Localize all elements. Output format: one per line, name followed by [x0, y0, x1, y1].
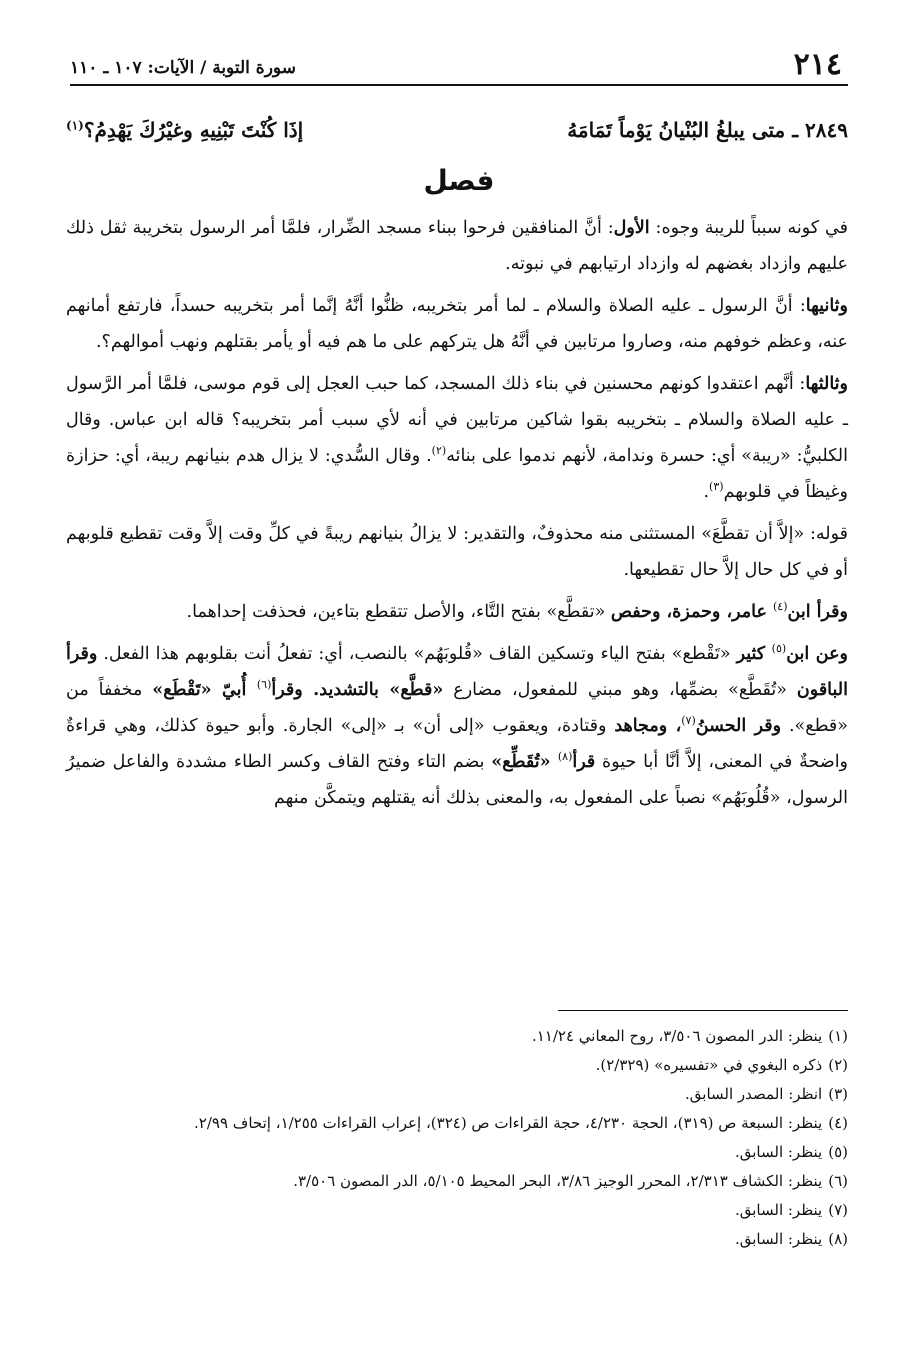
footnote-ref[interactable]: (٢) [431, 444, 447, 458]
body-text [66, 210, 848, 822]
footnote-item: (٢)ذكره البغوي في «تفسيره» (٢/٣٢٩). [595, 1056, 848, 1074]
paragraph: في كونه سبباً للريبة وجوه: الأول: أنَّ المنافقين فرحوا ببناء مسجد الضِّرار، فلمَّا أمر الرسول بتخريبة ثقل ذلك عليهم وازداد بغضهم له وازداد ارتيابهم في نبوته. [66, 218, 848, 274]
footnote-ref[interactable]: (٦) [256, 678, 272, 692]
paragraph: وثانيها: أنَّ الرسول ـ عليه الصلاة والسلام ـ لما أمر بتخريبه، ظنُّوا أنَّهُ إنَّما أمر بتخريبه حسداً، فارتفع أمانهم عنه، وعظم خوفهم منه، وصاروا مرتابين في أنَّهُ هل يتركهم على ما هم فيه أو يأمر بقتلهم ونهب أموالهم؟. [66, 296, 848, 352]
footnote-item: (١)ينظر: الدر المصون ٣/٥٠٦، روح المعاني ١١/٢٤. [531, 1027, 848, 1045]
footnote-ref[interactable]: (٧) [681, 714, 696, 728]
footnote-separator [558, 1010, 848, 1011]
footnote-ref[interactable]: (١) [66, 118, 84, 133]
paragraph: قوله: «إلاَّ أن تقطَّعَ» المستثنى منه محذوفٌ، والتقدير: لا يزالُ بنيانهم ريبةً في كلِّ وقت إلاَّ وقت تقطيع قلوبهم أو في كل حال إلاَّ حال تقطيعها. [66, 524, 848, 580]
footnote-item: (٤)ينظر: السبعة ص (٣١٩)، الحجة ٤/٢٣٠، حجة القراءات ص (٣٢٤)، إعراب القراءات ١/٢٥٥، إتحاف ٢/٩٩. [194, 1114, 848, 1132]
footnotes [66, 1022, 848, 1254]
page-number: ٢١٤ [793, 47, 842, 82]
footnote-item: (٨)ينظر: السابق. [734, 1230, 848, 1248]
paragraph: وقرأ ابن$^{(٤)}$ عامر، وحمزة، وحفص «تقطَّع» بفتح التَّاء، والأصل تتقطع بتاءين، فحذفت إحداهما. [186, 600, 848, 622]
paragraph: وثالثها: أنَّهم اعتقدوا كونهم محسنين في بناء ذلك المسجد، كما حبب العجل إلى قوم موسى، فلمَّا أمر الرَّسول ـ عليه الصلاة والسلام ـ بتخريبه بقوا شاكين مرتابين في أنه لأي سبب أمر بتخريبه؟ قاله ابن عباس. وقال الكلبيُّ: «ريبة» أي: حسرة وندامة، لأنهم ندموا على بنائه$^{(٢)}$. وقال السُّدي: لا يزال هدم بنيانهم ريبة، أي: حزازة وغيظاً في قلوبهم$^{(٣)}$. [66, 374, 848, 502]
poetry-verse [66, 110, 848, 150]
verse-first-hemistich: ٢٨٤٩ ـ متى يبلغُ البُنْيانُ يَوْماً تَمَامَهُ [567, 118, 848, 142]
footnote-ref[interactable]: (٣) [709, 480, 724, 494]
paragraph: وعن ابن$^{(٥)}$ كثير «تَقْطع» بفتح الياء وتسكين القاف «قُلوبَهُم» بالنصب، أي: تفعلُ أنت بقلوبهم هذا الفعل. وقرأ الباقون «تُقَطَّع» بضمِّها، وهو مبني للمفعول، مضارع «قطَّع» بالتشديد. وقرأ$^{(٦)}$ أُبيّ «تَقْطَع» مخففاً من «قطع». وقر الحسنُ$^{(٧)}$، ومجاهد وقتادة، ويعقوب «إلى أن» بـ «إلى» الجارة. وأبو حيوة كذلك، وهي قراءةٌ واضحةٌ في المعنى، إلاَّ أنَّا أبا حيوة قرأ$^{(٨)}$ «تُقَطِّع» بضم التاء وفتح القاف وكسر الطاء مشددة والفاعل ضميرُ الرسول، «قُلُوبَهُم» نصباً على المفعول به، والمعنى بذلك أنه يقتلهم ويتمكَّن منهم [66, 642, 849, 808]
footnote-item: (٣)انظر: المصدر السابق. [685, 1085, 848, 1103]
footnote-item: (٧)ينظر: السابق. [734, 1201, 848, 1219]
running-header [70, 40, 848, 86]
section-title: فصل [423, 164, 495, 197]
footnote-ref[interactable]: (٨) [557, 750, 573, 764]
footnote-item: (٦)ينظر: الكشاف ٢/٣١٣، المحرر الوجيز ٣/٨٦، البحر المحيط ٥/١٠٥، الدر المصون ٣/٥٠٦. [293, 1172, 848, 1190]
footnote-item: (٥)ينظر: السابق. [734, 1143, 848, 1161]
footnote-ref[interactable]: (٥) [771, 642, 787, 656]
header-title: سورة التوبة / الآيات: ١٠٧ ـ ١١٠ [70, 58, 296, 78]
footnote-ref[interactable]: (٤) [773, 600, 788, 614]
verse-second-hemistich: إذَا كُنْتَ تَبْنِيهِ وغيْرُكَ يَهْدِمُ؟$^{(١)}$ [66, 118, 304, 142]
